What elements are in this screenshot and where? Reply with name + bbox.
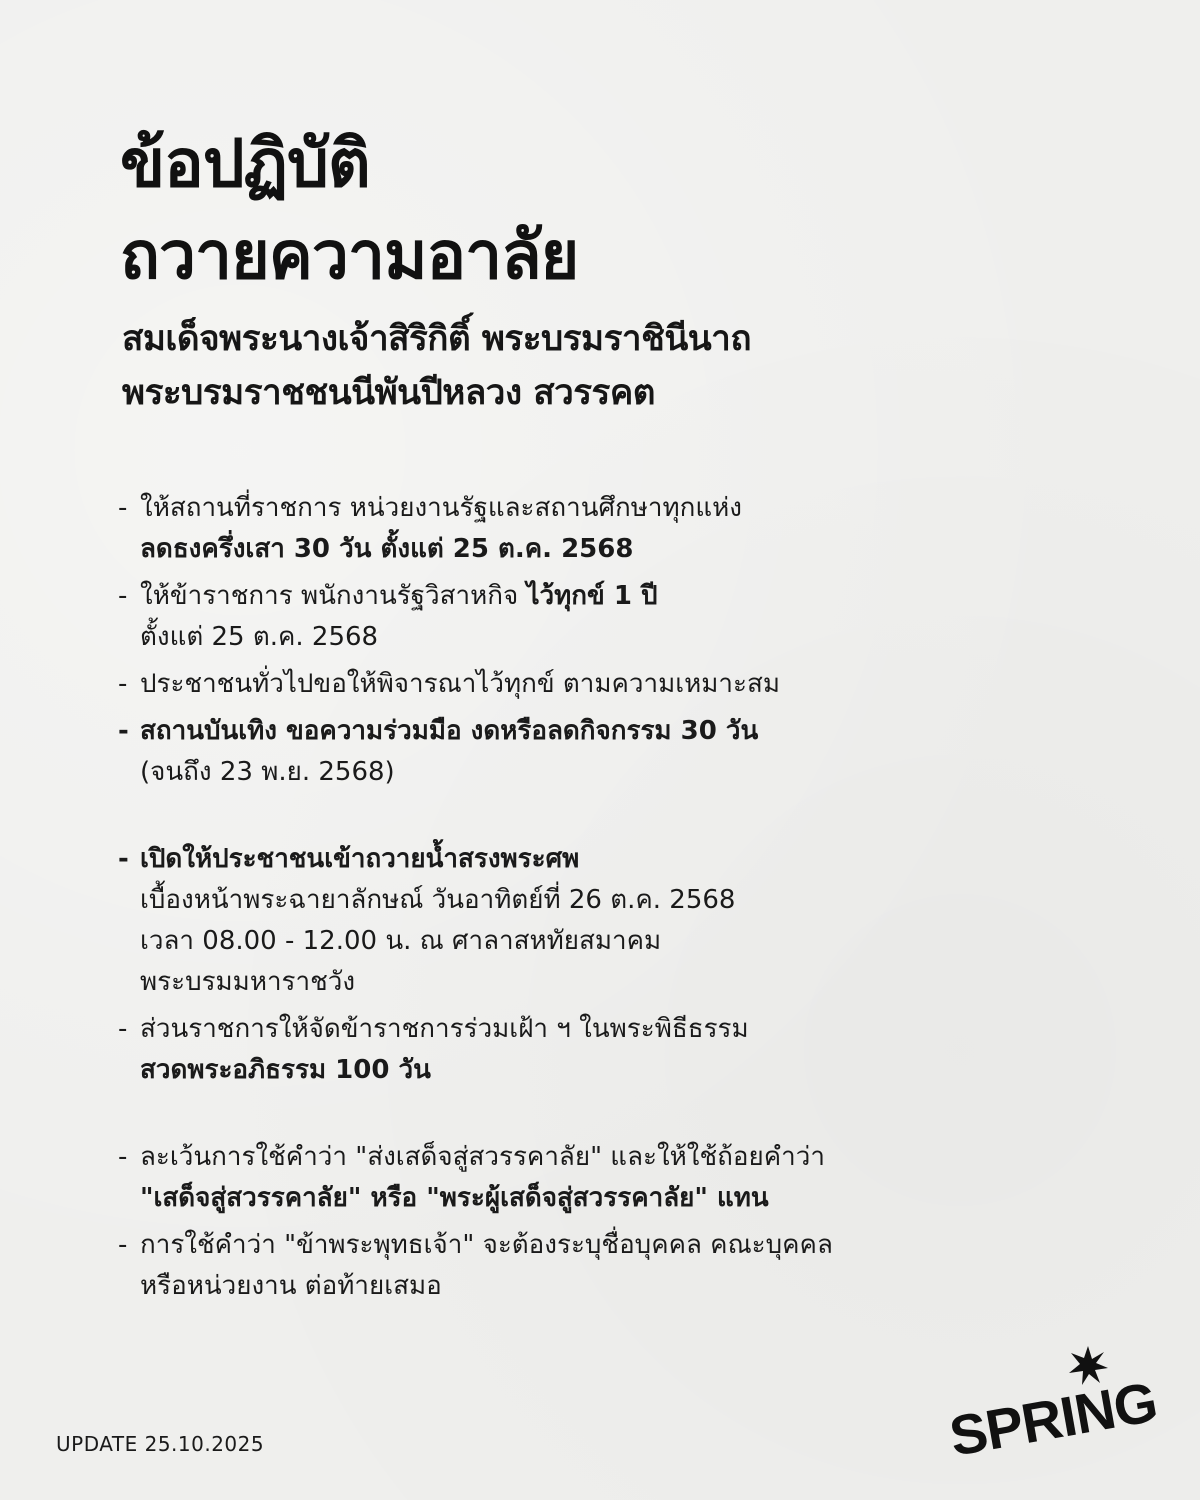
bullet-dash: -	[118, 1230, 128, 1260]
bullet-dash: -	[118, 1142, 128, 1172]
guideline-wording	[118, 1137, 1078, 1219]
guideline-text: ให้สถานที่ราชการ หน่วยงานรัฐและสถานศึกษาทุกแห่ง	[140, 493, 742, 523]
guideline-emphasis: สถานบันเทิง ขอความร่วมมือ งดหรือลดกิจกรรม 30 วัน	[140, 716, 759, 746]
title-line-1: ข้อปฏิบัติ	[120, 125, 370, 202]
subtitle-line-2: พระบรมราชชนนีพันปีหลวง สวรรคต	[122, 373, 655, 413]
guideline-chanting	[118, 1009, 1078, 1091]
spring-logo-graphic	[944, 1344, 1170, 1454]
spring-logo	[944, 1344, 1170, 1458]
guideline-self-reference	[118, 1225, 1078, 1307]
guidelines-list	[118, 488, 1078, 1313]
guideline-text: ละเว้นการใช้คำว่า "ส่งเสด็จสู่สวรรคาลัย" และให้ใช้ถ้อยคำว่า	[140, 1142, 825, 1172]
guideline-text: ประชาชนทั่วไปขอให้พิจารณาไว้ทุกข์ ตามความเหมาะสม	[140, 669, 780, 699]
guideline-text: หรือหน่วยงาน ต่อท้ายเสมอ	[140, 1271, 442, 1301]
section-gap	[118, 1097, 1078, 1137]
guideline-text: ส่วนราชการให้จัดข้าราชการร่วมเฝ้า ฯ ในพระพิธีธรรม	[140, 1014, 749, 1044]
bullet-dash: -	[118, 716, 129, 746]
bullet-dash: -	[118, 493, 128, 523]
guideline-mourning-officials	[118, 576, 1078, 658]
bullet-dash: -	[118, 844, 129, 874]
title-line-2: ถวายความอาลัย	[120, 217, 579, 294]
subtitle-line-1: สมเด็จพระนางเจ้าสิริกิติ์ พระบรมราชินีนาถ	[122, 319, 752, 359]
guideline-text: เวลา 08.00 - 12.00 น. ณ ศาลาสหทัยสมาคม	[140, 926, 662, 956]
bullet-dash: -	[118, 581, 128, 611]
guideline-emphasis: ไว้ทุกข์ 1 ปี	[526, 581, 658, 611]
logo-text: SPRING	[944, 1369, 1162, 1454]
page-title	[120, 118, 578, 302]
guideline-emphasis: เปิดให้ประชาชนเข้าถวายน้ำสรงพระศพ	[140, 844, 580, 874]
guideline-text: เบื้องหน้าพระฉายาลักษณ์ วันอาทิตย์ที่ 26 ต.ค. 2568	[140, 885, 736, 915]
guideline-text: การใช้คำว่า "ข้าพระพุทธเจ้า" จะต้องระบุชื่อบุคคล คณะบุคคล	[140, 1230, 833, 1260]
page-subtitle	[122, 312, 751, 420]
guideline-text: พระบรมมหาราชวัง	[140, 967, 356, 997]
bullet-dash: -	[118, 1014, 128, 1044]
guideline-half-mast	[118, 488, 1078, 570]
guideline-bathing-rite	[118, 839, 1078, 1003]
guideline-entertainment	[118, 711, 1078, 793]
guideline-text: ให้ข้าราชการ พนักงานรัฐวิสาหกิจ	[140, 581, 527, 611]
update-date: UPDATE 25.10.2025	[56, 1432, 265, 1456]
section-gap	[118, 799, 1078, 839]
guideline-emphasis: ลดธงครึ่งเสา 30 วัน ตั้งแต่ 25 ต.ค. 2568	[140, 534, 634, 564]
guideline-emphasis: สวดพระอภิธรรม 100 วัน	[140, 1055, 431, 1085]
guideline-mourning-public	[118, 664, 1078, 705]
bullet-dash: -	[118, 669, 128, 699]
guideline-text: ตั้งแต่ 25 ต.ค. 2568	[140, 622, 379, 652]
guideline-text: (จนถึง 23 พ.ย. 2568)	[140, 757, 395, 787]
guideline-emphasis: "เสด็จสู่สวรรคาลัย" หรือ "พระผู้เสด็จสู่สวรรคาลัย" แทน	[140, 1183, 769, 1213]
